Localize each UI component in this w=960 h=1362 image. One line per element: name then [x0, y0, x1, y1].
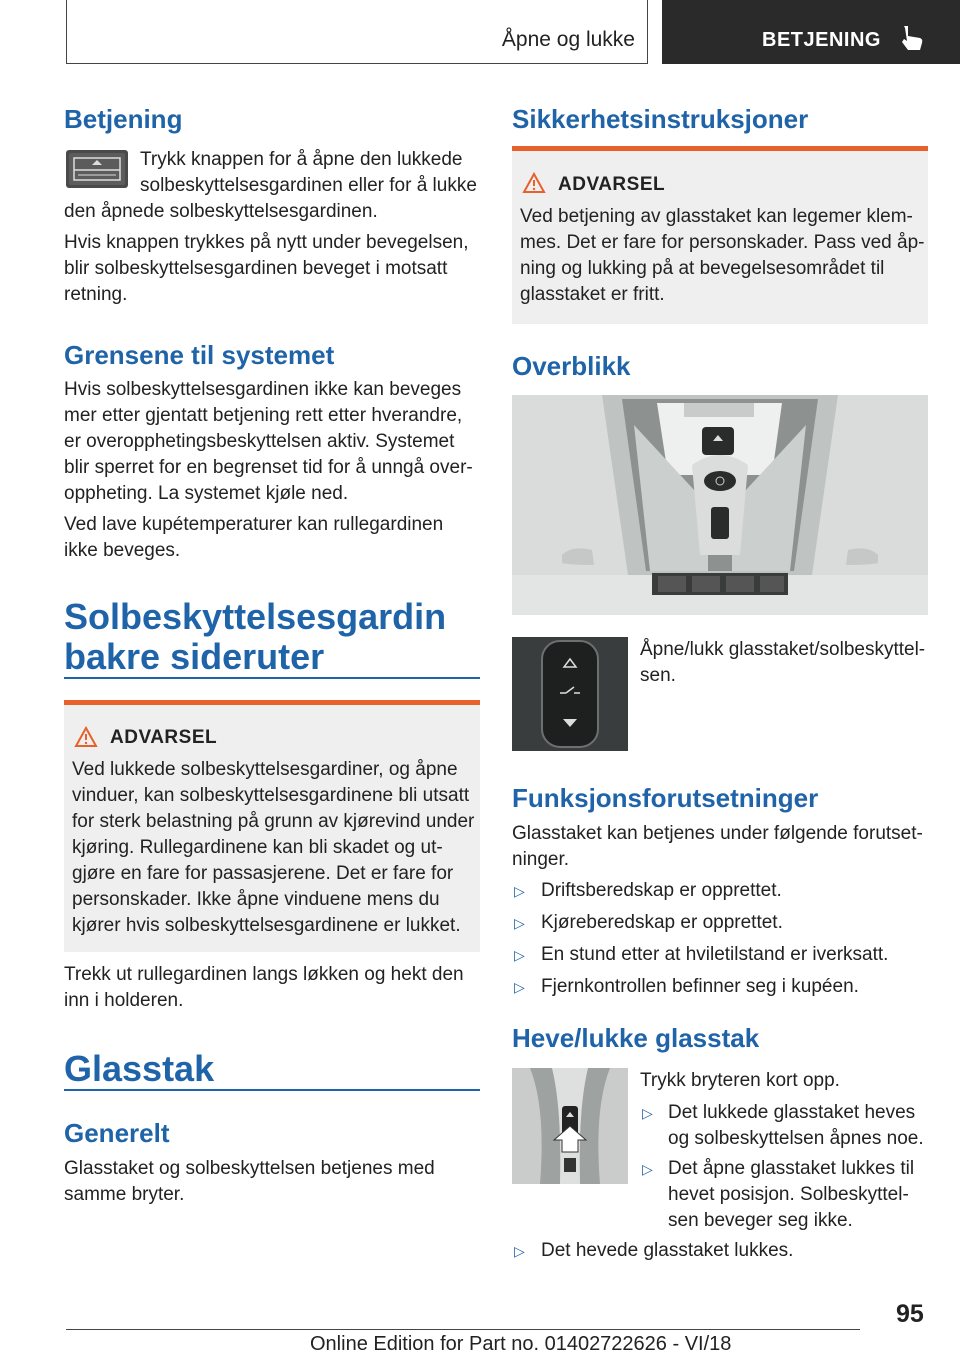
- header-section-box: [66, 0, 648, 64]
- betjening-text-2a: Hvis knappen trykkes på nytt under bevegelsen,: [64, 232, 469, 253]
- funksjon-bullet-0: Driftsberedskap er opprettet.: [541, 880, 782, 901]
- heve-bullet-3: Det hevede glasstaket lukkes.: [541, 1240, 794, 1261]
- solbesk-rule: [64, 677, 480, 679]
- heve-bullet-2a: Det åpne glasstaket lukkes til: [668, 1158, 915, 1179]
- grensene-line-1: mer etter gjentatt betjening rett etter hverandre,: [64, 405, 463, 426]
- left-warning-line-4: gjøre en fare for passasjerene. Det er fare for: [72, 863, 454, 884]
- funksjon-bullet-2: En stund etter at hviletilstand er iverksatt.: [541, 944, 889, 965]
- glass-roof-switch-photo: [512, 637, 628, 751]
- betjening-heading: Betjening: [64, 104, 183, 134]
- sikkerhet-heading: Sikkerhetsinstruksjoner: [512, 104, 809, 134]
- funksjon-line-1: ninger.: [512, 849, 570, 870]
- funksjon-line-0: Glasstaket kan betjenes under følgende forutset-: [512, 823, 923, 844]
- grensene-line-3: blir sperret for en begrenset tid for å unngå over-: [64, 457, 473, 478]
- bullet-triangle-icon: ▷: [514, 947, 525, 963]
- solbesk-heading-1: Solbeskyttelsesgardin: [64, 596, 447, 637]
- solbesk-heading-2: bakre sideruter: [64, 636, 325, 677]
- page-number: 95: [896, 1300, 924, 1328]
- trekk-line-0: Trekk ut rullegardinen langs løkken og hekt den: [64, 964, 464, 985]
- pointing-hand-icon: [898, 24, 924, 52]
- heve-bullet-1a: Det lukkede glasstaket heves: [668, 1102, 916, 1123]
- generelt-line-0: Glasstaket og solbeskyttelsen betjenes med: [64, 1158, 435, 1179]
- right-warning-line-3: glasstaket er fritt.: [520, 284, 665, 305]
- bullet-triangle-icon: ▷: [514, 1243, 525, 1259]
- grensene-line-4: oppheting. La systemet kjøle ned.: [64, 483, 349, 504]
- left-warning-line-6: kjører hvis solbeskyttelsesgardinene er lukket.: [72, 915, 461, 936]
- left-warning-line-1: vinduer, kan solbeskyttelsesgardinene bli utsatt: [72, 785, 470, 806]
- footer-edition: Online Edition for Part no. 01402722626 - VI/18: [310, 1333, 732, 1355]
- left-warning-top-bar: [64, 700, 480, 705]
- header-chapter-title: BETJENING: [762, 29, 881, 51]
- bullet-triangle-icon: ▷: [514, 915, 525, 931]
- trekk-line-1: inn i holderen.: [64, 990, 184, 1011]
- right-warning-line-2: ning og lukking på at bevegelsesområdet til: [520, 258, 885, 279]
- warning-triangle-icon: [522, 172, 546, 194]
- raise-roof-photo: [512, 1068, 628, 1184]
- heve-bullet-2c: sen beveger seg ikke.: [668, 1210, 853, 1231]
- sunshade-button-icon: [66, 150, 128, 188]
- right-warning-top-bar: [512, 146, 928, 151]
- warning-triangle-icon: [74, 726, 98, 748]
- betjening-text-1b: solbeskyttelsesgardinen eller for å lukke: [140, 175, 477, 196]
- bullet-triangle-icon: ▷: [642, 1105, 653, 1121]
- header-chapter-box: [662, 0, 960, 64]
- bullet-triangle-icon: ▷: [514, 883, 525, 899]
- betjening-text-1a: Trykk knappen for å åpne den lukkede: [140, 149, 463, 170]
- grensene-line-2: er overopphetingsbeskyttelsen aktiv. Systemet: [64, 431, 455, 452]
- right-warning-title: ADVARSEL: [558, 174, 666, 195]
- heve-bullet-2b: hevet posisjon. Solbeskyttel-: [668, 1184, 909, 1205]
- betjening-text-2c: retning.: [64, 284, 128, 305]
- generelt-line-1: samme bryter.: [64, 1184, 185, 1205]
- funksjon-heading: Funksjonsforutsetninger: [512, 783, 819, 813]
- funksjon-bullet-3: Fjernkontrollen befinner seg i kupéen.: [541, 976, 859, 997]
- funksjon-bullet-1: Kjøreberedskap er opprettet.: [541, 912, 783, 933]
- left-warning-line-2: for sterk belastning på grunn av kjørevind under: [72, 811, 475, 832]
- grensene-line-5: Ved lave kupétemperaturer kan rullegardinen: [64, 514, 444, 535]
- right-warning-line-1: mes. Det er fare for personskader. Pass ved åp-: [520, 232, 925, 253]
- left-warning-title: ADVARSEL: [110, 727, 218, 748]
- grensene-line-0: Hvis solbeskyttelsesgardinen ikke kan beveges: [64, 379, 462, 400]
- grensene-heading: Grensene til systemet: [64, 340, 335, 370]
- right-warning-box: [512, 146, 928, 324]
- betjening-text-1c: den åpnede solbeskyttelsesgardinen.: [64, 201, 378, 222]
- heve-heading: Heve/lukke glasstak: [512, 1023, 760, 1053]
- grensene-line-6: ikke beveges.: [64, 540, 181, 561]
- left-warning-box: [64, 700, 480, 952]
- glasstak-heading: Glasstak: [64, 1048, 215, 1089]
- bullet-triangle-icon: ▷: [642, 1161, 653, 1177]
- heve-intro: Trykk bryteren kort opp.: [640, 1070, 840, 1091]
- left-warning-line-3: kjøring. Rullegardinene kan bli skadet og ut-: [72, 837, 443, 858]
- overblikk-heading: Overblikk: [512, 351, 631, 381]
- footer-rule: [66, 1329, 860, 1330]
- switch-caption-1: sen.: [640, 665, 676, 686]
- heve-bullet-1b: og solbeskyttelsen åpnes noe.: [668, 1128, 924, 1149]
- right-warning-line-0: Ved betjening av glasstaket kan legemer klem-: [520, 206, 913, 227]
- generelt-heading: Generelt: [64, 1118, 170, 1148]
- switch-caption-0: Åpne/lukk glasstaket/solbeskyttel-: [640, 639, 926, 660]
- header-section-title: Åpne og lukke: [501, 28, 635, 51]
- left-warning-line-5: personskader. Ikke åpne vinduene mens du: [72, 889, 440, 910]
- betjening-text-2b: blir solbeskyttelsesgardinen beveget i motsatt: [64, 258, 448, 279]
- left-warning-line-0: Ved lukkede solbeskyttelsesgardiner, og åpne: [72, 759, 458, 780]
- roof-console-photo: [512, 395, 928, 615]
- bullet-triangle-icon: ▷: [514, 979, 525, 995]
- glasstak-rule: [64, 1089, 480, 1091]
